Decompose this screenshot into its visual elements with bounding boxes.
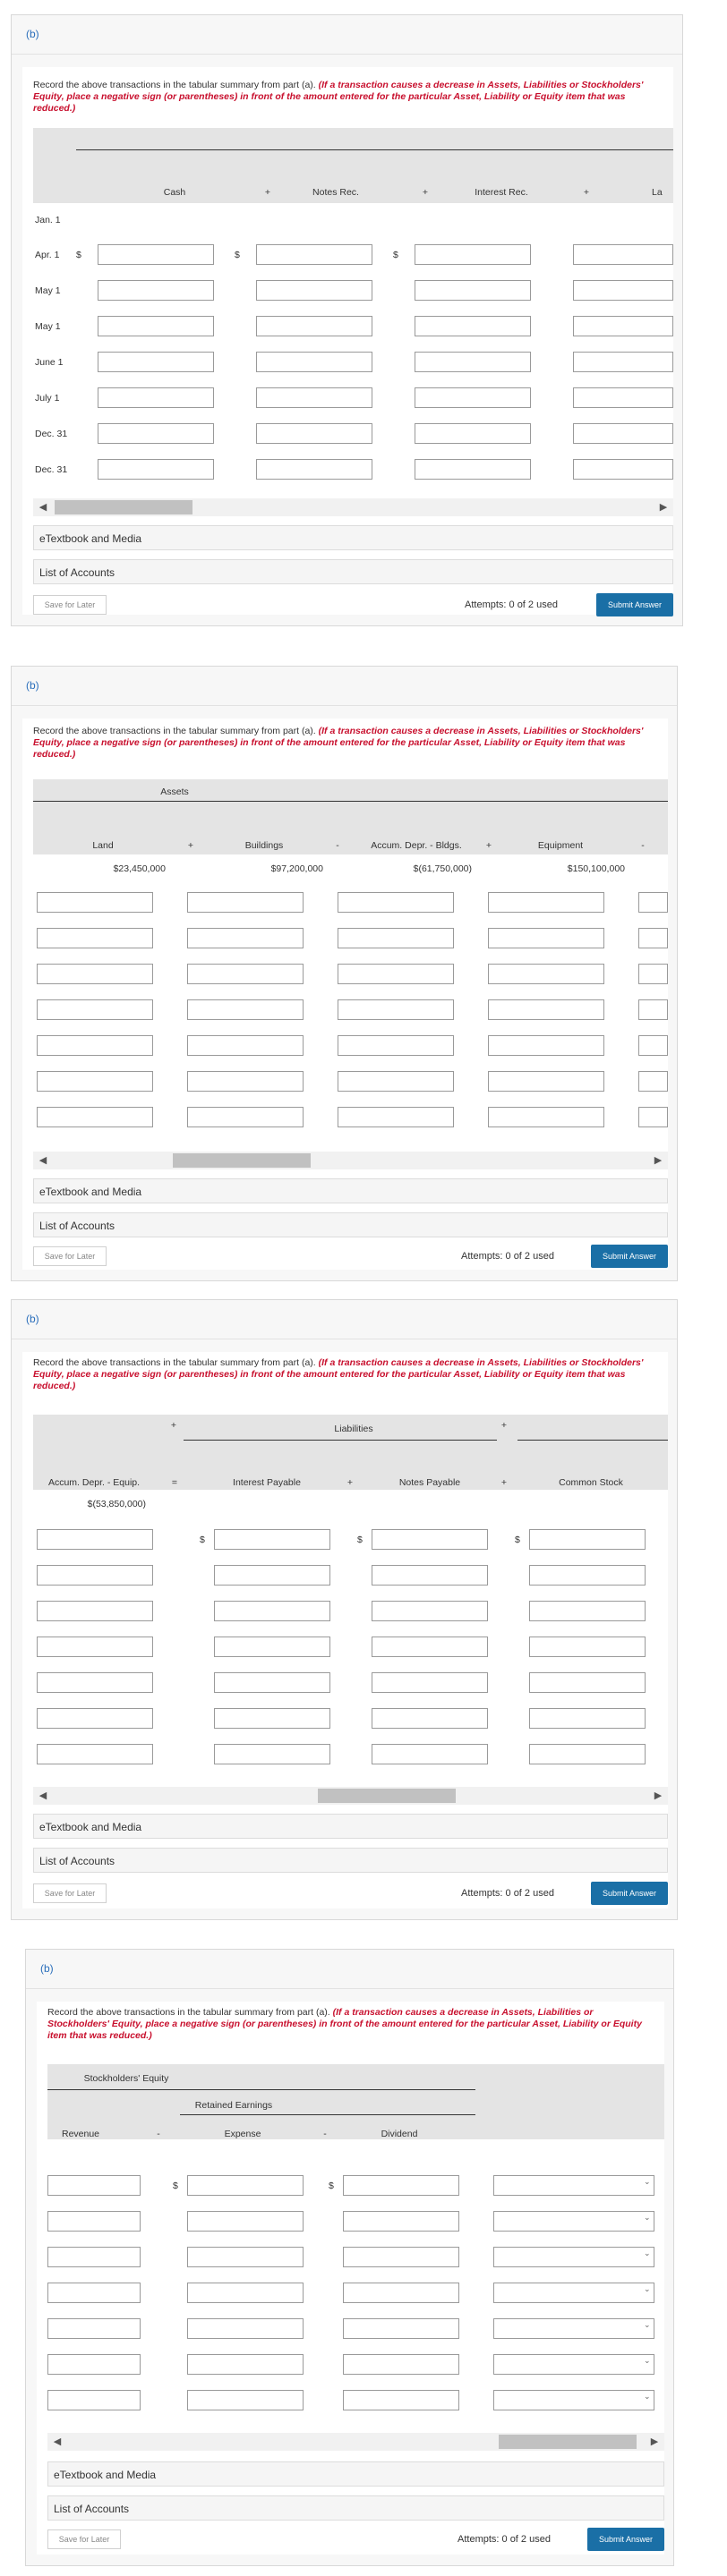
scroll-right-icon[interactable]: ▶ [650, 2436, 659, 2447]
submit-answer-button[interactable]: Submit Answer [587, 2528, 664, 2551]
accum-depr-equip-input[interactable] [37, 1601, 153, 1621]
column-header-buildings: Buildings [244, 840, 284, 851]
horizontal-scrollbar[interactable] [33, 1152, 668, 1169]
dollar-sign: $ [515, 1535, 520, 1545]
save-for-later-button[interactable]: Save for Later [47, 2529, 121, 2549]
instructions [33, 726, 655, 761]
attempts-counter: Attempts: 0 of 2 used [461, 1888, 554, 1899]
cash-input[interactable] [98, 459, 214, 480]
row-date: Apr. 1 [35, 250, 60, 260]
list-of-accounts-link[interactable]: List of Accounts [33, 1212, 668, 1237]
column-header-interest-rec: Interest Rec. [475, 187, 528, 198]
list-of-accounts-link[interactable]: List of Accounts [33, 559, 673, 584]
revenue-input[interactable] [47, 2247, 141, 2267]
next-column-input[interactable] [638, 964, 668, 984]
dividend-input[interactable] [343, 2211, 459, 2232]
common-stock-input[interactable] [529, 1672, 646, 1693]
notes-rec-input[interactable] [256, 280, 372, 301]
scroll-right-icon[interactable]: ▶ [654, 1155, 663, 1166]
question-panel-2 [11, 666, 678, 1281]
expense-input[interactable] [187, 2211, 304, 2232]
interest-rec-input[interactable] [415, 244, 531, 265]
land-input[interactable] [37, 928, 153, 948]
dollar-sign: $ [357, 1535, 363, 1545]
question-panel-1 [11, 14, 683, 626]
expense-input[interactable] [187, 2175, 304, 2196]
instruction-warning: (If a transaction causes a decrease in Assets, Liabilities or Stockholders' Equity, place a negative sign (or parentheses) in front of the amount entered for the particular Asset, Liability or Equity item that was reduced.) [33, 726, 644, 760]
header-rule [180, 2114, 475, 2115]
save-for-later-button[interactable]: Save for Later [33, 595, 107, 615]
balance-accum-depr-bldgs: $(61,750,000) [413, 863, 472, 874]
dividend-input[interactable] [343, 2283, 459, 2303]
group-header-stockholders-equity: Stockholders' Equity [83, 2073, 169, 2084]
operator: + [264, 187, 271, 198]
land-input[interactable] [37, 1071, 153, 1092]
accum-depr-equip-input[interactable] [37, 1744, 153, 1764]
save-for-later-button[interactable]: Save for Later [33, 1246, 107, 1266]
header-rule [517, 1440, 668, 1441]
equipment-input[interactable] [488, 1107, 604, 1127]
scroll-thumb[interactable] [173, 1153, 311, 1168]
column-header-notes-payable: Notes Payable [398, 1477, 461, 1488]
common-stock-input[interactable] [529, 1637, 646, 1657]
notes-payable-input[interactable] [372, 1672, 488, 1693]
equipment-input[interactable] [488, 964, 604, 984]
interest-payable-input[interactable] [214, 1744, 330, 1764]
notes-rec-input[interactable] [256, 387, 372, 408]
accum-depr-bldgs-input[interactable] [338, 1107, 454, 1127]
dividend-input[interactable] [343, 2247, 459, 2267]
instruction-warning: (If a transaction causes a decrease in Assets, Liabilities or Stockholders' Equity, place a negative sign (or parentheses) in front of the amount entered for the particular Asset, Liability or Equity item that was reduced.) [47, 2007, 642, 2041]
instruction-warning: (If a transaction causes a decrease in Assets, Liabilities or Stockholders' Equity, place a negative sign (or parentheses) in front of the amount entered for the particular Asset, Liability or Equity item that was reduced.) [33, 1357, 644, 1391]
explanation-select[interactable] [493, 2247, 654, 2267]
accum-depr-bldgs-input[interactable] [338, 892, 454, 913]
save-for-later-button[interactable]: Save for Later [33, 1883, 107, 1903]
attempts-counter: Attempts: 0 of 2 used [461, 1251, 554, 1262]
land-input[interactable] [573, 459, 673, 480]
list-of-accounts-link[interactable]: List of Accounts [33, 1848, 668, 1873]
interest-rec-input[interactable] [415, 459, 531, 480]
land-input[interactable] [37, 999, 153, 1020]
dividend-input[interactable] [343, 2318, 459, 2339]
part-label: (b) [26, 1313, 39, 1325]
land-input[interactable] [573, 352, 673, 372]
interest-payable-input[interactable] [214, 1601, 330, 1621]
equipment-input[interactable] [488, 999, 604, 1020]
next-column-input[interactable] [638, 928, 668, 948]
scroll-left-icon[interactable]: ◀ [53, 2436, 62, 2447]
header-rule [76, 149, 673, 150]
instructions [33, 1357, 655, 1392]
chevron-down-icon[interactable]: ⌄ [644, 2177, 651, 2186]
group-header-retained-earnings: Retained Earnings [194, 2100, 273, 2111]
cash-input[interactable] [98, 352, 214, 372]
accum-depr-equip-input[interactable] [37, 1708, 153, 1729]
revenue-input[interactable] [47, 2354, 141, 2375]
question-panel-4 [25, 1949, 674, 2566]
notes-payable-input[interactable] [372, 1744, 488, 1764]
panel-header [12, 1300, 677, 1339]
buildings-input[interactable] [187, 928, 304, 948]
operator: + [187, 840, 194, 851]
operator: - [641, 840, 645, 851]
notes-payable-input[interactable] [372, 1529, 488, 1550]
next-column-input[interactable] [638, 892, 668, 913]
column-header-cash: Cash [163, 187, 186, 198]
interest-payable-input[interactable] [214, 1637, 330, 1657]
column-header-dividend: Dividend [381, 2129, 418, 2139]
question-panel-3 [11, 1299, 678, 1920]
operator: + [485, 840, 492, 851]
instructions [47, 2007, 652, 2042]
land-input[interactable] [573, 280, 673, 301]
scroll-thumb[interactable] [318, 1789, 456, 1803]
interest-rec-input[interactable] [415, 387, 531, 408]
equipment-input[interactable] [488, 1071, 604, 1092]
notes-rec-input[interactable] [256, 459, 372, 480]
accum-depr-bldgs-input[interactable] [338, 928, 454, 948]
scroll-thumb[interactable] [499, 2435, 637, 2449]
dollar-sign: $ [235, 250, 240, 260]
accum-depr-bldgs-input[interactable] [338, 964, 454, 984]
land-input[interactable] [37, 1107, 153, 1127]
accum-depr-equip-input[interactable] [37, 1565, 153, 1586]
operator: + [422, 187, 429, 198]
column-header-common-stock: Common Stock [559, 1477, 623, 1488]
revenue-input[interactable] [47, 2318, 141, 2339]
interest-rec-input[interactable] [415, 423, 531, 444]
expense-input[interactable] [187, 2283, 304, 2303]
operator: + [583, 187, 590, 198]
column-header-land: La [652, 187, 663, 198]
revenue-input[interactable] [47, 2390, 141, 2410]
buildings-input[interactable] [187, 892, 304, 913]
equipment-input[interactable] [488, 928, 604, 948]
chevron-down-icon[interactable]: ⌄ [644, 2356, 651, 2365]
cash-input[interactable] [98, 423, 214, 444]
expense-input[interactable] [187, 2318, 304, 2339]
group-header-assets: Assets [160, 786, 189, 797]
instruction-text: Record the above transactions in the tabular summary from part (a). [33, 80, 319, 90]
cash-input[interactable] [98, 244, 214, 265]
scroll-right-icon[interactable]: ▶ [654, 1790, 663, 1801]
buildings-input[interactable] [187, 1035, 304, 1056]
common-stock-input[interactable] [529, 1601, 646, 1621]
dollar-sign: $ [76, 250, 81, 260]
interest-rec-input[interactable] [415, 352, 531, 372]
operator: + [170, 1420, 177, 1431]
notes-payable-input[interactable] [372, 1708, 488, 1729]
dividend-input[interactable] [343, 2390, 459, 2410]
accum-depr-equip-input[interactable] [37, 1637, 153, 1657]
chevron-down-icon[interactable]: ⌄ [644, 2392, 651, 2401]
attempts-counter: Attempts: 0 of 2 used [465, 599, 558, 610]
column-header-interest-payable: Interest Payable [233, 1477, 301, 1488]
instruction-warning: (If a transaction causes a decrease in Assets, Liabilities or Stockholders' Equity, place a negative sign (or parentheses) in front of the amount entered for the particular Asset, Liability or Equity item that was reduced.) [33, 80, 644, 114]
land-input[interactable] [573, 316, 673, 336]
common-stock-input[interactable] [529, 1565, 646, 1586]
expense-input[interactable] [187, 2354, 304, 2375]
question-body [22, 1352, 668, 1909]
buildings-input[interactable] [187, 1071, 304, 1092]
notes-rec-input[interactable] [256, 423, 372, 444]
horizontal-scrollbar[interactable] [33, 498, 673, 516]
operator: + [500, 1477, 508, 1488]
instruction-text: Record the above transactions in the tabular summary from part (a). [33, 726, 319, 736]
submit-answer-button[interactable]: Submit Answer [596, 593, 673, 616]
explanation-select[interactable] [493, 2283, 654, 2303]
accum-depr-bldgs-input[interactable] [338, 999, 454, 1020]
explanation-select[interactable] [493, 2175, 654, 2196]
land-input[interactable] [37, 1035, 153, 1056]
question-body [22, 718, 668, 1270]
cash-input[interactable] [98, 387, 214, 408]
next-column-input[interactable] [638, 999, 668, 1020]
interest-rec-input[interactable] [415, 316, 531, 336]
next-column-input[interactable] [638, 1071, 668, 1092]
dollar-sign: $ [393, 250, 398, 260]
submit-answer-button[interactable]: Submit Answer [591, 1882, 668, 1905]
column-header-equipment: Equipment [537, 840, 584, 851]
equipment-input[interactable] [488, 892, 604, 913]
common-stock-input[interactable] [529, 1529, 646, 1550]
explanation-select[interactable] [493, 2318, 654, 2339]
buildings-input[interactable] [187, 999, 304, 1020]
scroll-left-icon[interactable]: ◀ [38, 1155, 47, 1166]
column-header-revenue: Revenue [61, 2129, 100, 2139]
notes-payable-input[interactable] [372, 1601, 488, 1621]
chevron-down-icon[interactable]: ⌄ [644, 2320, 651, 2329]
panel-header [26, 1950, 673, 1989]
scroll-left-icon[interactable]: ◀ [38, 1790, 47, 1801]
interest-payable-input[interactable] [214, 1565, 330, 1586]
land-input[interactable] [37, 964, 153, 984]
balance-equipment: $150,100,000 [567, 863, 625, 874]
cash-input[interactable] [98, 280, 214, 301]
instruction-text: Record the above transactions in the tabular summary from part (a). [47, 2007, 333, 2018]
equipment-input[interactable] [488, 1035, 604, 1056]
question-body [22, 67, 673, 615]
operator: - [157, 2129, 160, 2139]
etextbook-link[interactable]: eTextbook and Media [33, 1814, 668, 1839]
common-stock-input[interactable] [529, 1708, 646, 1729]
submit-answer-button[interactable]: Submit Answer [591, 1245, 668, 1268]
row-date: June 1 [35, 357, 64, 368]
operator: - [323, 2129, 327, 2139]
land-input[interactable] [573, 387, 673, 408]
column-header-accum-depr-equip: Accum. Depr. - Equip. [47, 1477, 141, 1488]
instructions [33, 80, 660, 115]
row-date: July 1 [35, 393, 60, 404]
balance-buildings: $97,200,000 [270, 863, 323, 874]
interest-payable-input[interactable] [214, 1529, 330, 1550]
land-input[interactable] [573, 423, 673, 444]
buildings-input[interactable] [187, 1107, 304, 1127]
land-input[interactable] [573, 244, 673, 265]
column-header-expense: Expense [224, 2129, 261, 2139]
buildings-input[interactable] [187, 964, 304, 984]
explanation-select[interactable] [493, 2354, 654, 2375]
explanation-select[interactable] [493, 2390, 654, 2410]
notes-rec-input[interactable] [256, 352, 372, 372]
header-rule [33, 801, 668, 802]
horizontal-scrollbar[interactable] [47, 2433, 664, 2451]
operator: + [500, 1420, 508, 1431]
balance-accum-depr-equip: $(53,850,000) [87, 1499, 146, 1509]
etextbook-link[interactable]: eTextbook and Media [47, 2461, 664, 2487]
column-header-accum-depr-bldgs: Accum. Depr. - Bldgs. [371, 840, 462, 851]
interest-rec-input[interactable] [415, 280, 531, 301]
dividend-input[interactable] [343, 2175, 459, 2196]
chevron-down-icon[interactable]: ⌄ [644, 2249, 651, 2257]
cash-input[interactable] [98, 316, 214, 336]
header-rule [47, 2089, 475, 2090]
common-stock-input[interactable] [529, 1744, 646, 1764]
part-label: (b) [26, 28, 39, 40]
attempts-counter: Attempts: 0 of 2 used [458, 2534, 551, 2545]
column-header-notes-rec: Notes Rec. [312, 187, 359, 198]
operator: - [336, 840, 339, 851]
row-date: Jan. 1 [35, 215, 61, 225]
panel-header [12, 667, 677, 706]
etextbook-link[interactable]: eTextbook and Media [33, 1178, 668, 1203]
notes-payable-input[interactable] [372, 1637, 488, 1657]
explanation-select[interactable] [493, 2211, 654, 2232]
header-rule [184, 1440, 497, 1441]
row-date: Dec. 31 [35, 464, 68, 475]
list-of-accounts-link[interactable]: List of Accounts [47, 2495, 664, 2521]
panel-header [12, 15, 682, 55]
next-column-input[interactable] [638, 1035, 668, 1056]
scroll-left-icon[interactable]: ◀ [38, 502, 47, 513]
scroll-thumb[interactable] [55, 500, 192, 514]
notes-payable-input[interactable] [372, 1565, 488, 1586]
group-header-liabilities: Liabilities [334, 1424, 373, 1434]
dividend-input[interactable] [343, 2354, 459, 2375]
part-label: (b) [26, 679, 39, 692]
revenue-input[interactable] [47, 2211, 141, 2232]
etextbook-link[interactable]: eTextbook and Media [33, 525, 673, 550]
accum-depr-bldgs-input[interactable] [338, 1035, 454, 1056]
land-input[interactable] [37, 892, 153, 913]
expense-input[interactable] [187, 2247, 304, 2267]
accum-depr-equip-input[interactable] [37, 1672, 153, 1693]
dollar-sign: $ [329, 2181, 334, 2191]
question-body [37, 2002, 664, 2555]
next-column-input[interactable] [638, 1107, 668, 1127]
revenue-input[interactable] [47, 2175, 141, 2196]
notes-rec-input[interactable] [256, 244, 372, 265]
column-header-land: Land [92, 840, 114, 851]
row-date: May 1 [35, 321, 61, 332]
balance-land: $23,450,000 [113, 863, 166, 874]
chevron-down-icon[interactable]: ⌄ [644, 2213, 651, 2222]
accum-depr-equip-input[interactable] [37, 1529, 153, 1550]
scroll-right-icon[interactable]: ▶ [659, 502, 668, 513]
horizontal-scrollbar[interactable] [33, 1787, 668, 1805]
row-date: Dec. 31 [35, 429, 68, 439]
dollar-sign: $ [200, 1535, 205, 1545]
instruction-text: Record the above transactions in the tabular summary from part (a). [33, 1357, 319, 1368]
operator: + [346, 1477, 354, 1488]
dollar-sign: $ [173, 2181, 178, 2191]
chevron-down-icon[interactable]: ⌄ [644, 2284, 651, 2293]
row-date: May 1 [35, 285, 61, 296]
part-label: (b) [40, 1962, 54, 1975]
operator: = [171, 1477, 178, 1488]
expense-input[interactable] [187, 2390, 304, 2410]
interest-payable-input[interactable] [214, 1672, 330, 1693]
notes-rec-input[interactable] [256, 316, 372, 336]
interest-payable-input[interactable] [214, 1708, 330, 1729]
accum-depr-bldgs-input[interactable] [338, 1071, 454, 1092]
revenue-input[interactable] [47, 2283, 141, 2303]
